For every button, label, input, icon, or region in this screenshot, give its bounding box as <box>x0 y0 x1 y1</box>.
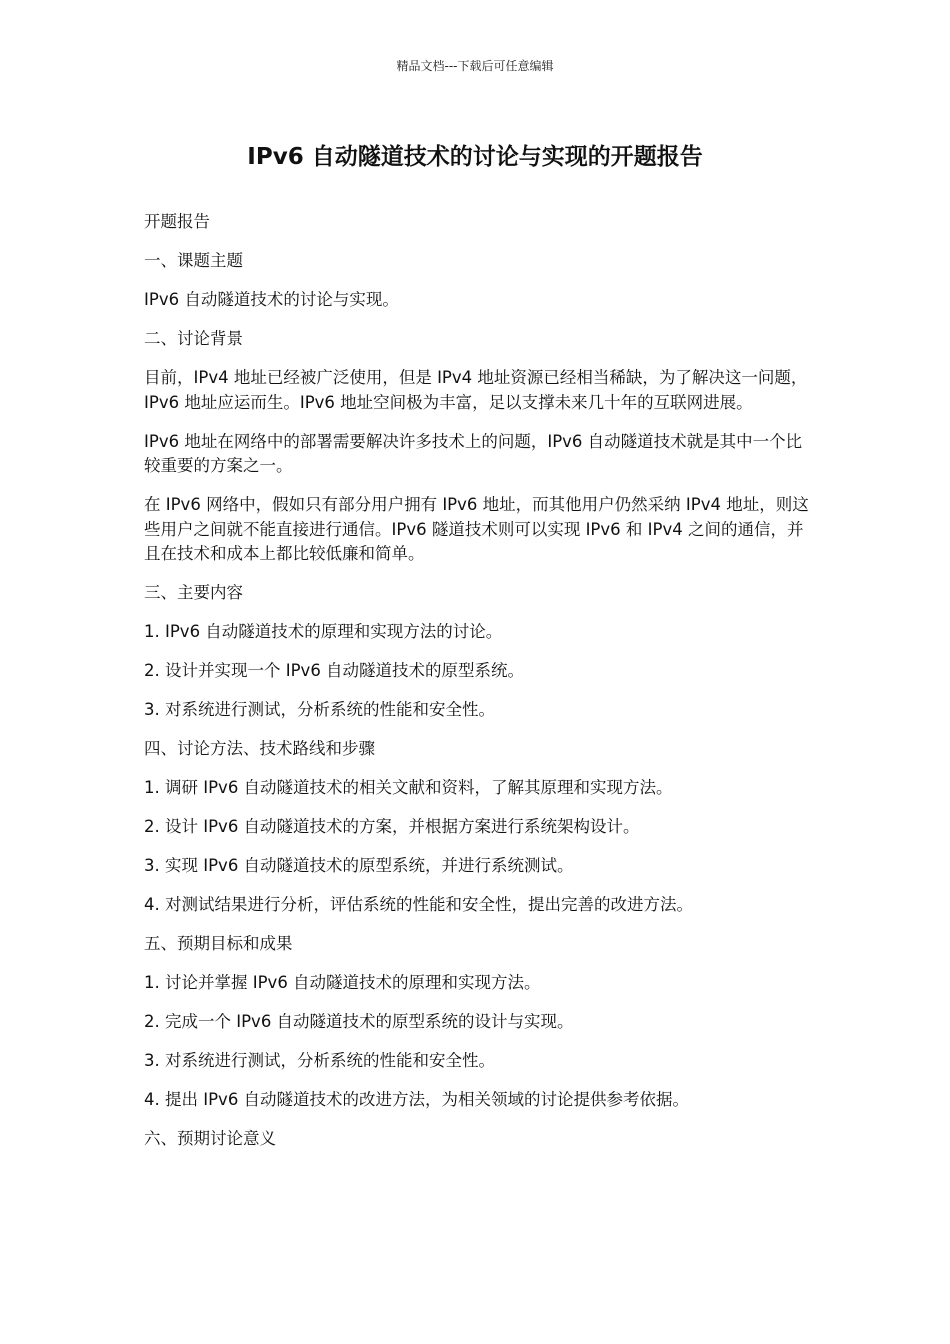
list-item: 3. 对系统进行测试，分析系统的性能和安全性。 <box>144 700 495 719</box>
list-item: 3. 实现 IPv6 自动隧道技术的原型系统，并进行系统测试。 <box>144 856 574 875</box>
document-title: IPv6 自动隧道技术的讨论与实现的开题报告 <box>247 144 703 170</box>
section-heading-topic: 一、课题主题 <box>144 251 243 270</box>
list-item: 4. 对测试结果进行分析，评估系统的性能和安全性，提出完善的改进方法。 <box>144 895 693 914</box>
section-heading-methods: 四、讨论方法、技术路线和步骤 <box>144 739 375 758</box>
section-heading-background: 二、讨论背景 <box>144 329 243 348</box>
background-paragraph: 目前，IPv4 地址已经被广泛使用，但是 IPv4 地址资源已经相当稀缺，为了解决这一问题，IPv6 地址应运而生。IPv6 地址空间极为丰富，足以支撑未来几十年的互联网进展。 <box>144 368 808 412</box>
section-heading-significance: 六、预期讨论意义 <box>144 1129 276 1148</box>
list-item: 3. 对系统进行测试，分析系统的性能和安全性。 <box>144 1051 495 1070</box>
page-header-watermark: 精品文档---下载后可任意编辑 <box>396 59 554 73</box>
list-item: 2. 完成一个 IPv6 自动隧道技术的原型系统的设计与实现。 <box>144 1012 574 1031</box>
list-item: 1. IPv6 自动隧道技术的原理和实现方法的讨论。 <box>144 622 503 641</box>
section-heading-goals: 五、预期目标和成果 <box>144 934 293 953</box>
document-body <box>144 210 809 1166</box>
topic-text: IPv6 自动隧道技术的讨论与实现。 <box>144 290 399 309</box>
list-item: 1. 讨论并掌握 IPv6 自动隧道技术的原理和实现方法。 <box>144 973 541 992</box>
list-item: 2. 设计并实现一个 IPv6 自动隧道技术的原型系统。 <box>144 661 525 680</box>
section-heading-content: 三、主要内容 <box>144 583 243 602</box>
background-paragraph: IPv6 地址在网络中的部署需要解决许多技术上的问题，IPv6 自动隧道技术就是其中一个比较重要的方案之一。 <box>144 431 803 475</box>
list-item: 4. 提出 IPv6 自动隧道技术的改进方法，为相关领域的讨论提供参考依据。 <box>144 1090 690 1109</box>
background-paragraph: 在 IPv6 网络中，假如只有部分用户拥有 IPv6 地址，而其他用户仍然采纳 IPv4 地址，则这些用户之间就不能直接进行通信。IPv6 隧道技术则可以实现 IPv6 和 IPv4 之间的通信，并且在技术和成本上都比较低廉和简单。 <box>144 495 809 563</box>
list-item: 2. 设计 IPv6 自动隧道技术的方案，并根据方案进行系统架构设计。 <box>144 817 640 836</box>
label-report: 开题报告 <box>144 212 210 231</box>
list-item: 1. 调研 IPv6 自动隧道技术的相关文献和资料，了解其原理和实现方法。 <box>144 778 673 797</box>
